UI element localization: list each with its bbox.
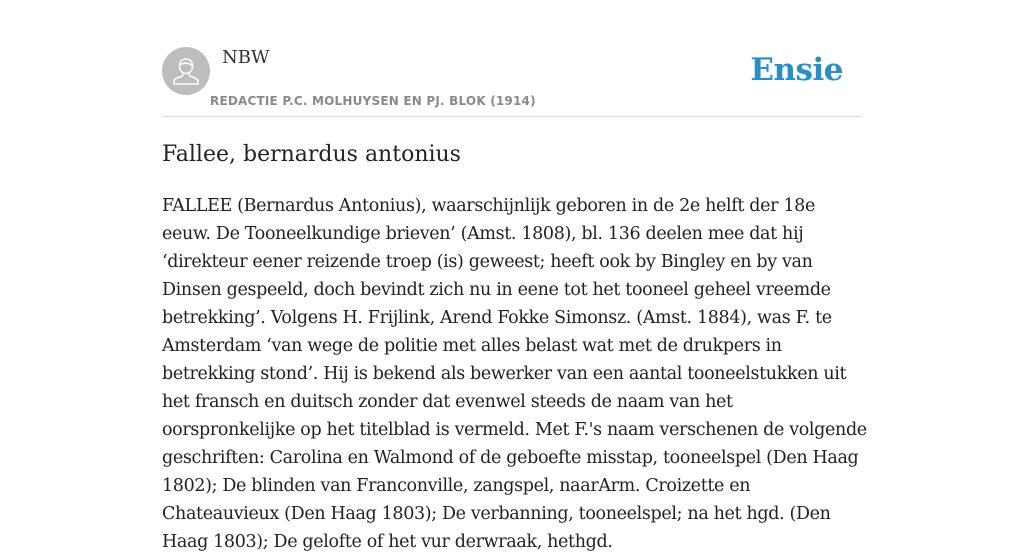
person-silhouette-icon [162,47,210,95]
source-name: NBW [222,47,270,68]
brand-logo[interactable]: Ensie [750,52,843,88]
article-body: FALLEE (Bernardus Antonius), waarschijnlijk geboren in de 2e helft der 18e eeuw. De Tooneelkundige brieven’ (Amst. 1808), bl. 136 deelen mee dat hij ‘direkteur eener reizende troep (is) geweest; heeft ook by Bingley en by van Dinsen gespeeld, doch bevindt zich nu in eene tot het tooneel geheel vreemde betrekking’. Volgens H. Frijlink, Arend Fokke Simonsz. (Amst. 1884), was F. te Amsterdam ‘van wege de politie met alles belast wat met de drukpers in betrekking stond’. Hij is bekend als bewerker van een aantal tooneelstukken uit het fransch en duitsch zonder dat evenwel steeds de naam van het oorspronkelijke op het titelblad is vermeld. Met F.'s naam verschenen de volgende geschriften: Carolina en Walmond of de geboefte misstap, tooneelspel (Den Haag 1802); De blinden van Franconville, zangspel, naarArm. Croizette en Chateauvieux (Den Haag 1803); De verbanning, tooneelspel; na het hgd. (Den Haag 1803); De gelofte of het vur derwraak, hethgd. [162,196,867,552]
article-title: Fallee, bernardus antonius [162,142,461,167]
source-header [162,0,862,117]
source-editors: REDACTIE P.C. MOLHUYSEN EN PJ. BLOK (1914) [210,94,536,108]
